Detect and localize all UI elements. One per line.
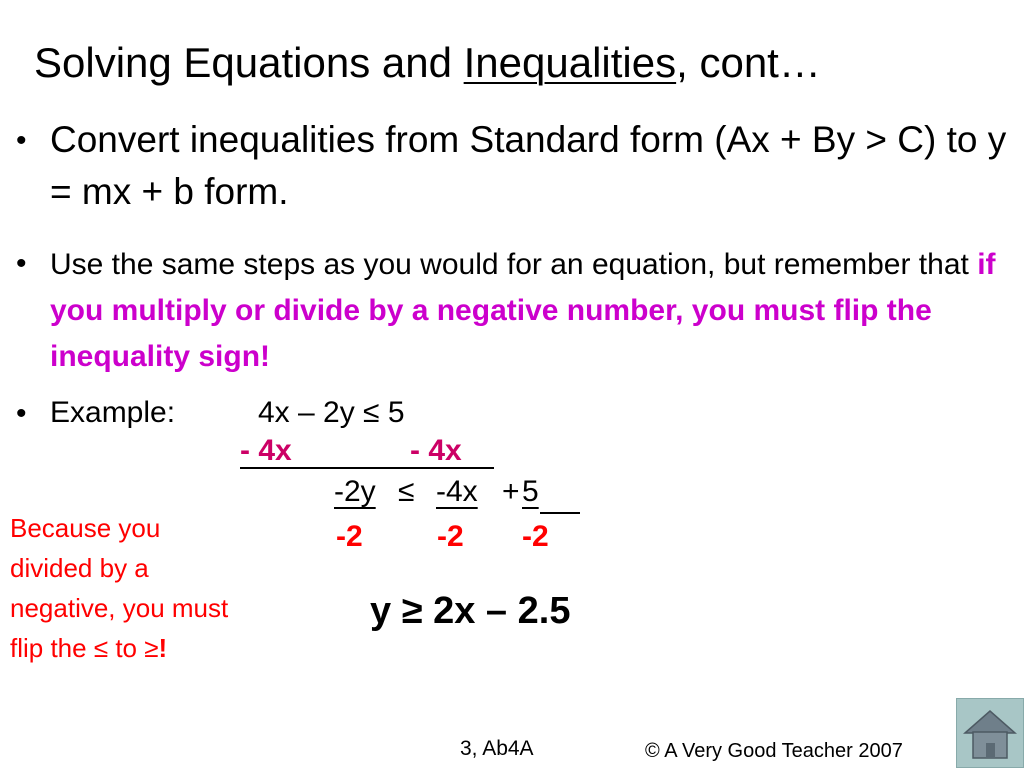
- bullet-1-dot: •: [16, 124, 27, 157]
- title-underlined: Inequalities: [463, 39, 677, 86]
- home-button[interactable]: [956, 698, 1024, 768]
- example-equation: 4x – 2y ≤ 5: [258, 396, 405, 429]
- step1-rule: [240, 467, 494, 469]
- step1-right: - 4x: [410, 434, 462, 467]
- step2-relation: ≤: [398, 475, 415, 508]
- home-icon: [957, 699, 1023, 767]
- divisor-3: -2: [522, 520, 549, 553]
- flip-note-bang: !: [158, 633, 168, 663]
- bullet-2-pre: Use the same steps as you would for an equation, but remember that: [50, 248, 978, 281]
- title-pre: Solving Equations and: [34, 39, 464, 86]
- step2-x-term: -4x: [436, 475, 478, 508]
- step2-const-rule: [540, 512, 580, 514]
- step2-lhs: -2y: [334, 475, 376, 508]
- slide-title: [34, 38, 821, 88]
- flip-note: [10, 508, 240, 668]
- flip-note-text: Because you divided by a negative, you must flip the ≤ to ≥: [10, 513, 229, 663]
- slide-id: 3, Ab4A: [460, 737, 534, 760]
- step2-plus: +: [502, 475, 520, 508]
- divisor-2: -2: [437, 520, 464, 553]
- step1-left: - 4x: [240, 434, 292, 467]
- title-post: , cont…: [676, 39, 821, 86]
- bullet-1-text: Convert inequalities from Standard form (Ax + By > C) to y = mx + b form.: [50, 119, 1007, 212]
- bullet-2-text: [50, 242, 1015, 380]
- divisor-1: -2: [336, 520, 363, 553]
- bullet-2-highlight: if you multiply or divide by a negative number, you must flip the inequality sign!: [50, 248, 996, 373]
- example-label: Example:: [50, 396, 176, 429]
- bullet-2-dot: •: [16, 247, 27, 280]
- step2-constant: 5: [522, 475, 539, 508]
- bullet-3-dot: •: [16, 397, 27, 430]
- result-equation: y ≥ 2x – 2.5: [370, 590, 571, 632]
- copyright: © A Very Good Teacher 2007: [645, 740, 903, 762]
